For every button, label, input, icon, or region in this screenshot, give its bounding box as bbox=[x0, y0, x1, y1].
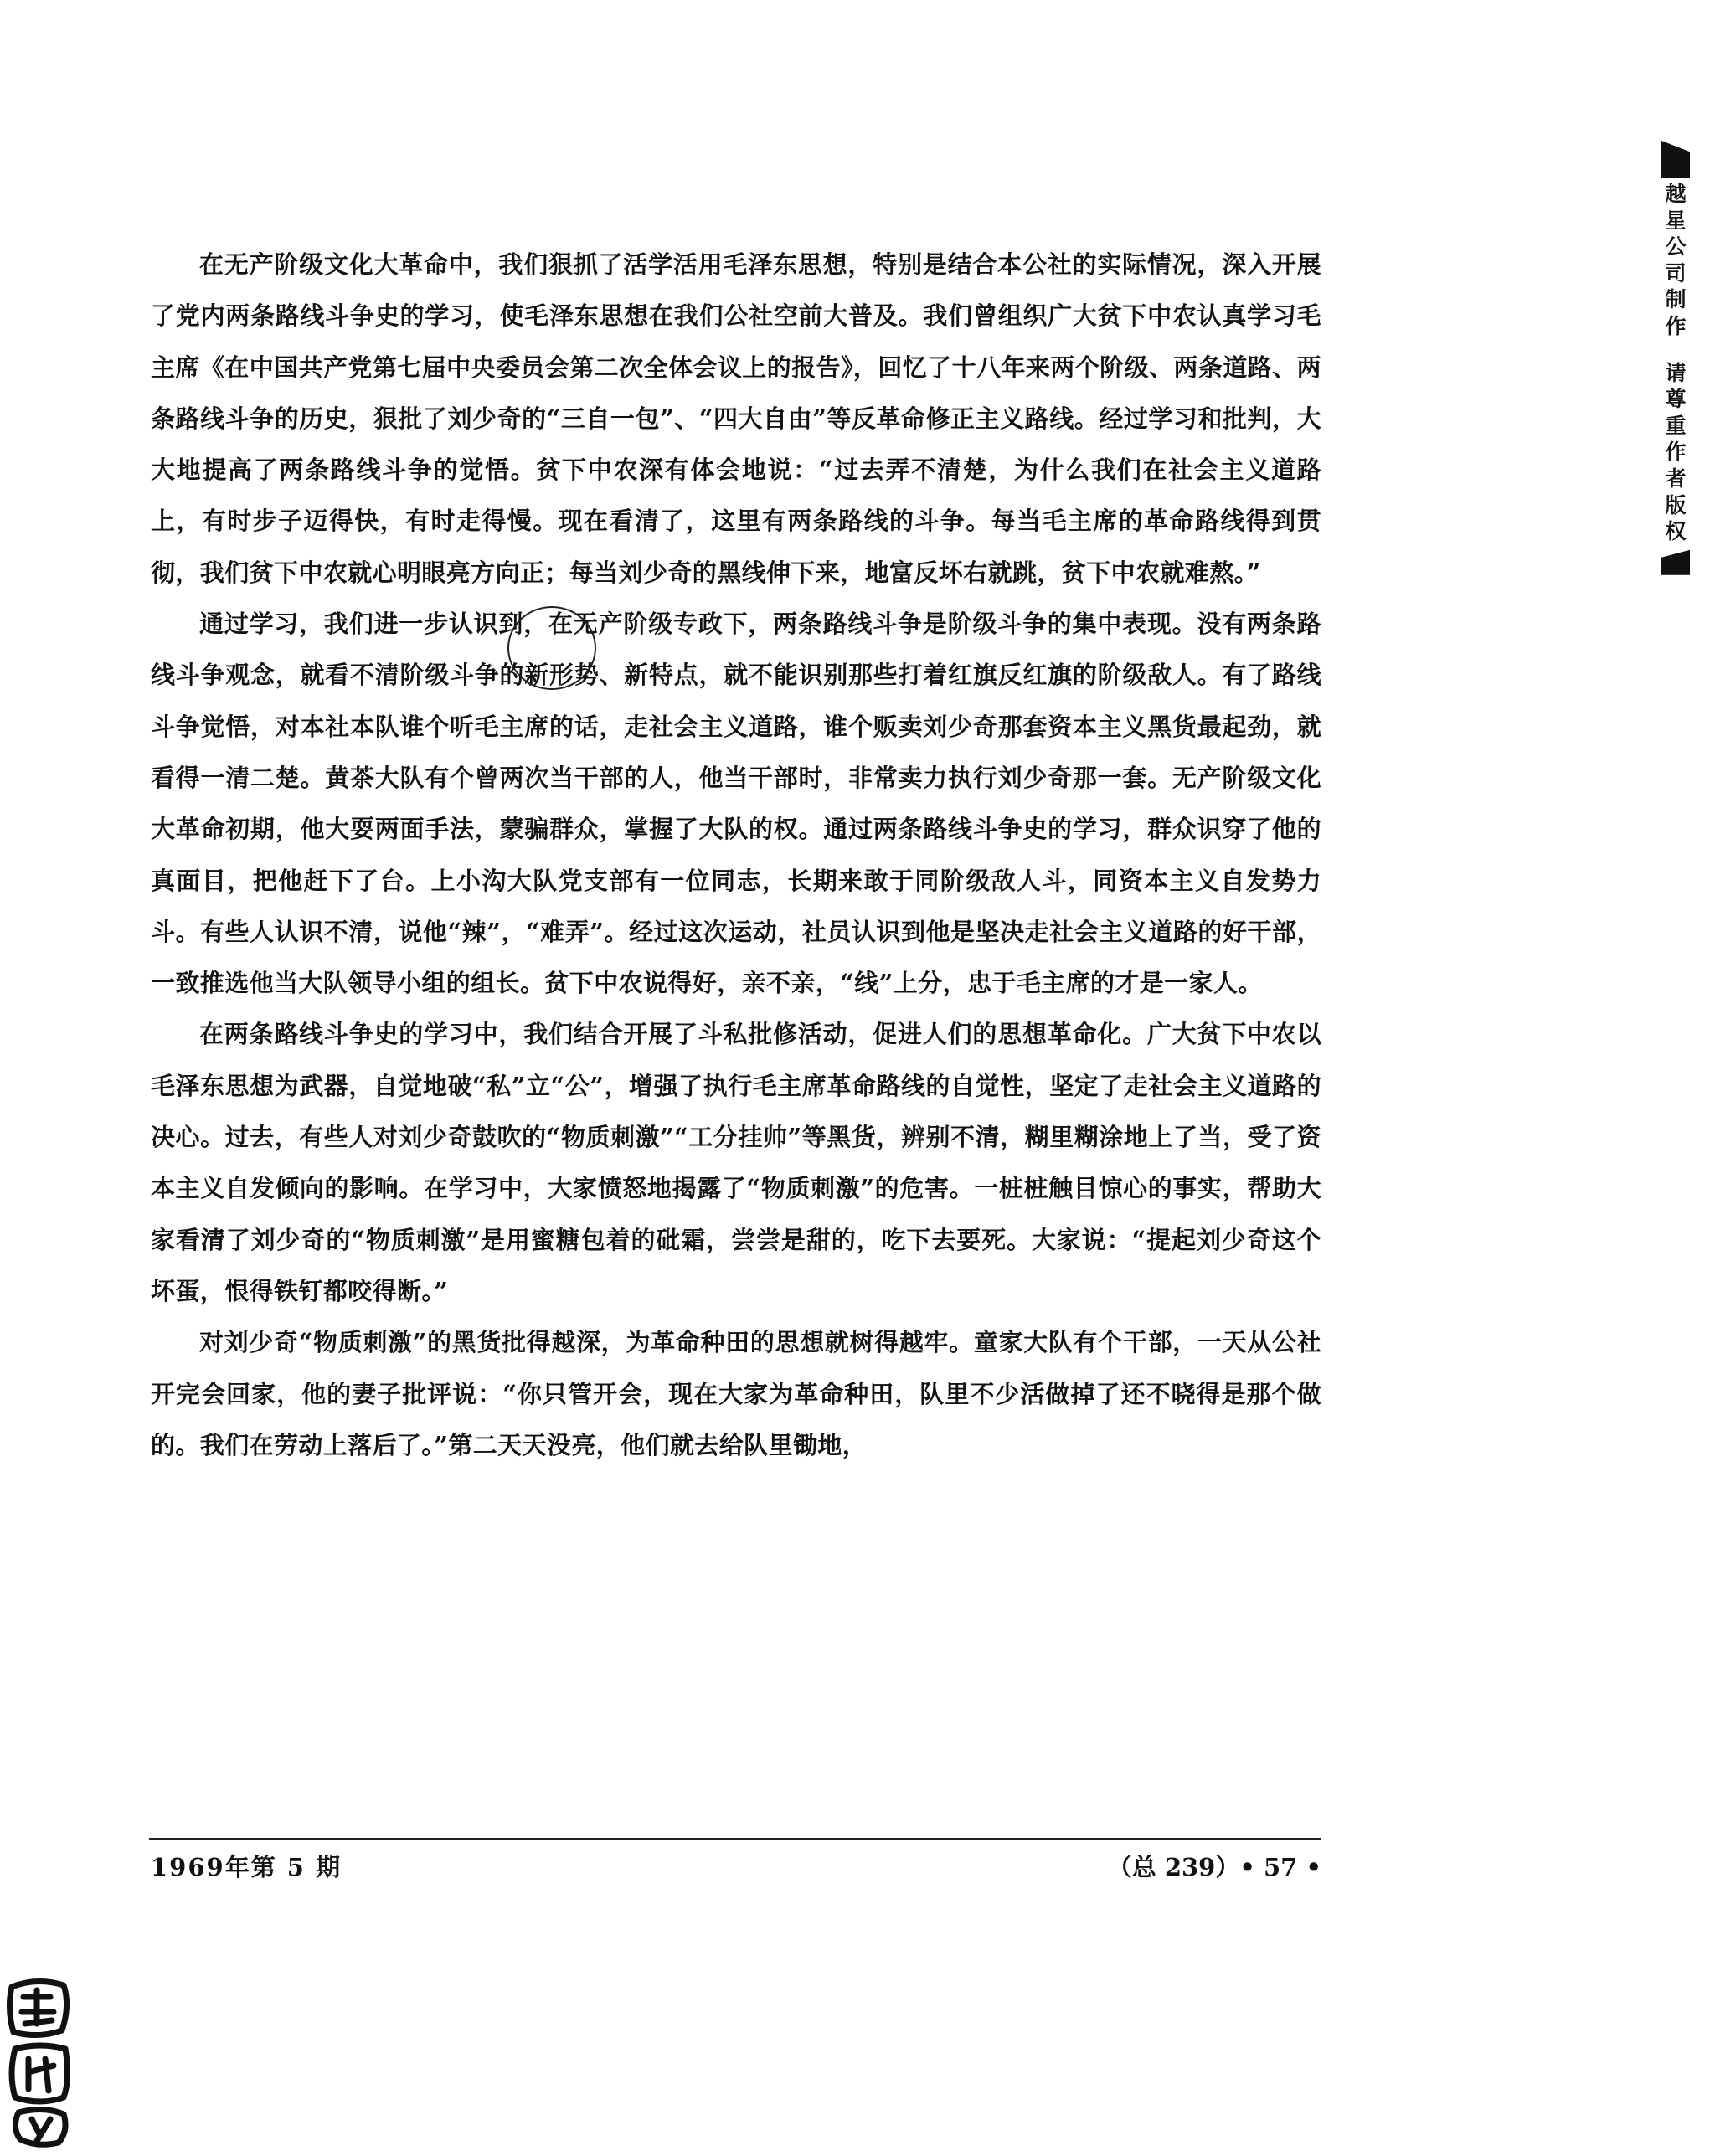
watermark-char: 作 bbox=[1665, 440, 1687, 465]
watermark-char: 尊 bbox=[1665, 387, 1687, 412]
watermark-bar-top bbox=[1661, 141, 1690, 178]
watermark-text bbox=[1656, 181, 1695, 545]
watermark-char: 权 bbox=[1665, 519, 1687, 544]
hand-drawn-circle-mark bbox=[507, 606, 596, 690]
paragraph: 对刘少奇“物质刺激”的黑货批得越深，为革命种田的思想就树得越牢。童家大队有个干部，一天从公社开完会回家，他的妻子批评说：“你只管开会，现在大家为革命种田，队里不少活做掉了还不晓得是那个做的。我们在劳动上落后了。”第二天天没亮，他们就去给队里锄地， bbox=[151, 1328, 1321, 1459]
watermark-char: 请 bbox=[1665, 360, 1687, 385]
footer-rule bbox=[149, 1838, 1321, 1840]
watermark-char: 司 bbox=[1665, 260, 1687, 286]
watermark-char: 版 bbox=[1665, 492, 1687, 517]
watermark-char: 制 bbox=[1665, 287, 1687, 312]
seal-stamp-icon bbox=[3, 1972, 74, 2149]
watermark-char: 越 bbox=[1665, 182, 1687, 206]
article-body bbox=[151, 239, 1321, 1471]
issue-label: 1969年第 5 期 bbox=[151, 1853, 342, 1881]
paragraph: 在无产阶级文化大革命中，我们狠抓了活学活用毛泽东思想，特别是结合本公社的实际情况，深入开展了党内两条路线斗争史的学习，使毛泽东思想在我们公社空前大普及。我们曾组织广大贫下中农认真学习毛主席《在中国共产党第七届中央委员会第二次全体会议上的报告》，回忆了十八年来两个阶级、两条道路、两条路线斗争的历史，狠批了刘少奇的“三自一包”、“四大自由”等反革命修正主义路线。经过学习和批判，大大地提高了两条路线斗争的觉悟。贫下中农深有体会地说：“过去弄不清楚，为什么我们在社会主义道路上，有时步子迈得快，有时走得慢。现在看清了，这里有两条路线的斗争。每当毛主席的革命路线得到贯彻，我们贫下中农就心明眼亮方向正；每当刘少奇的黑线伸下来，地富反坏右就跳，贫下中农就难熬。” bbox=[151, 250, 1321, 587]
paragraph: 在两条路线斗争史的学习中，我们结合开展了斗私批修活动，促进人们的思想革命化。广大贫下中农以毛泽东思想为武器，自觉地破“私”立“公”，增强了执行毛主席革命路线的自觉性，坚定了走社会主义道路的决心。过去，有些人对刘少奇鼓吹的“物质刺激”“工分挂帅”等黑货，辨别不清，糊里糊涂地上了当，受了资本主义自发倾向的影响。在学习中，大家愤怒地揭露了“物质刺激”的危害。一桩桩触目惊心的事实，帮助大家看清了刘少奇的“物质刺激”是用蜜糖包着的砒霜，尝尝是甜的，吃下去要死。大家说：“提起刘少奇这个坏蛋，恨得铁钉都咬得断。” bbox=[151, 1020, 1321, 1305]
watermark-char: 者 bbox=[1665, 466, 1687, 491]
watermark-char: 重 bbox=[1665, 413, 1687, 438]
page-number: （总 239）• 57 • bbox=[1107, 1853, 1321, 1881]
side-watermark bbox=[1656, 141, 1695, 575]
paragraph: 通过学习，我们进一步认识到，在无产阶级专政下，两条路线斗争是阶级斗争的集中表现。没有两条路线斗争观念，就看不清阶级斗争的新形势、新特点，就不能识别那些打着红旗反红旗的阶级敌人。有了路线斗争觉悟，对本社本队谁个听毛主席的话，走社会主义道路，谁个贩卖刘少奇那套资本主义黑货最起劲，就看得一清二楚。黄茶大队有个曾两次当干部的人，他当干部时，非常卖力执行刘少奇那一套。无产阶级文化大革命初期，他大耍两面手法，蒙骗群众，掌握了大队的权。通过两条路线斗争史的学习，群众识穿了他的真面目，把他赶下了台。上小沟大队党支部有一位同志，长期来敢于同阶级敌人斗，同资本主义自发势力斗。有些人认识不清，说他“辣”，“难弄”。经过这次运动，社员认识到他是坚决走社会主义道路的好干部，一致推选他当大队领导小组的组长。贫下中农说得好，亲不亲，“线”上分，忠于毛主席的才是一家人。 bbox=[151, 610, 1321, 998]
watermark-bar-bottom bbox=[1661, 550, 1690, 575]
watermark-char: 星 bbox=[1665, 208, 1687, 233]
watermark-char: 作 bbox=[1665, 313, 1687, 338]
watermark-char: 公 bbox=[1665, 234, 1687, 260]
